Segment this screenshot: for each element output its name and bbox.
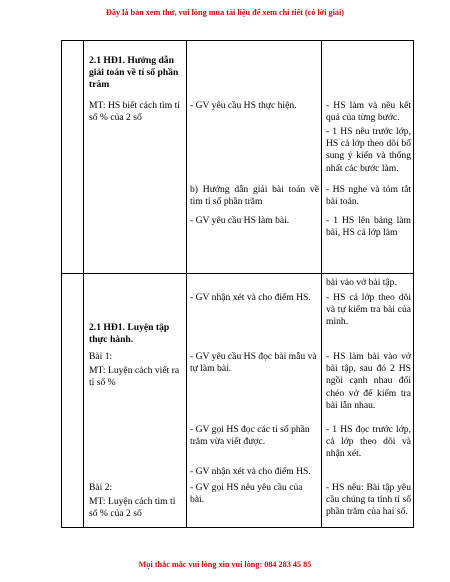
objective-2: MT: Luyện cách viết ra tỉ số % [89,365,180,389]
student-activity-3: - 1 HS lên bảng làm bài, HS cả lớp làm [326,215,411,239]
student-activity-1a: - HS làm và nêu kết quả của từng bước. [326,100,411,124]
section-heading-2: 2.1 HĐ1. Luyện tập thực hành. [89,322,170,346]
student-activity-2: - HS nghe và tóm tắt bài toán. [326,184,411,208]
teacher-activity-5: - GV yêu cầu HS đọc bài mẫu và tự làm bài. [190,351,317,375]
table1-bottom-border [61,273,414,274]
teacher-activity-3: - GV yêu cầu HS làm bài. [190,215,290,226]
table1-divider-2 [186,40,187,274]
table2-left-border [61,273,62,528]
table1-divider-1 [83,40,84,274]
table1-left-border [61,40,62,274]
table2-right-border [413,273,414,528]
table2-divider-3 [321,273,322,528]
section-heading-1: 2.1 HĐ1. Hướng dẫn giải toán về tỉ số phần trăm [89,55,179,91]
preview-banner: Đây là bản xem thử, vui lòng mua tài liệu để xem chi tiết (có lời giải) [105,8,344,17]
teacher-activity-2: b) Hướng dẫn giải bài toán về tìm tỉ số phần trăm [190,184,319,208]
contact-banner: Mọi thắc mắc vui lòng xin vui lòng: 084 283 45 85 [138,560,312,569]
student-activity-5: - HS làm bài vào vở bài tập, sau đó 2 HS ngồi cạnh nhau đổi chéo vở để kiểm tra bài lẫn nhau. [326,351,411,411]
teacher-activity-4: - GV nhận xét và cho điểm HS. [190,292,311,303]
teacher-activity-8: - GV gọi HS nêu yêu cầu của bài. [190,482,303,506]
teacher-activity-6: - GV gọi HS đọc các tỉ số phần trăm vừa viết được. [190,424,310,448]
student-activity-6: - 1 HS đọc trước lớp, cả lớp theo dõi và nhận xét. [326,424,411,460]
student-activity-cont: bài vào vở bài tập. [326,277,397,288]
table1-divider-3 [321,40,322,274]
table2-bottom-border [61,527,414,528]
teacher-activity-7: - GV nhận xét và cho điểm HS. [190,466,311,477]
table1-top-border [61,40,414,41]
student-activity-1b: - 1 HS nêu trước lớp, HS cả lớp theo dõi bổ sung ý kiến và thống nhất các bước làm. [326,126,411,174]
exercise-1-label: Bài 1: [89,351,113,362]
table1-right-border [413,40,414,274]
objective-3: MT: Luyện cách tìm tỉ số % của 2 số [89,496,176,520]
student-activity-4: - HS cả lớp theo dõi và tự kiểm tra bài của mình. [326,292,411,328]
exercise-2-label: Bài 2: [89,482,113,493]
student-activity-8: - HS nêu: Bài tập yêu cầu chúng ta tính tỉ số phần trăm của hai số. [326,482,411,518]
table2-divider-2 [186,273,187,528]
objective-1: MT: HS biết cách tìm tỉ số % của 2 số [89,100,180,124]
table2-divider-1 [83,273,84,528]
teacher-activity-1: - GV yêu cầu HS thực hiện. [190,100,297,111]
